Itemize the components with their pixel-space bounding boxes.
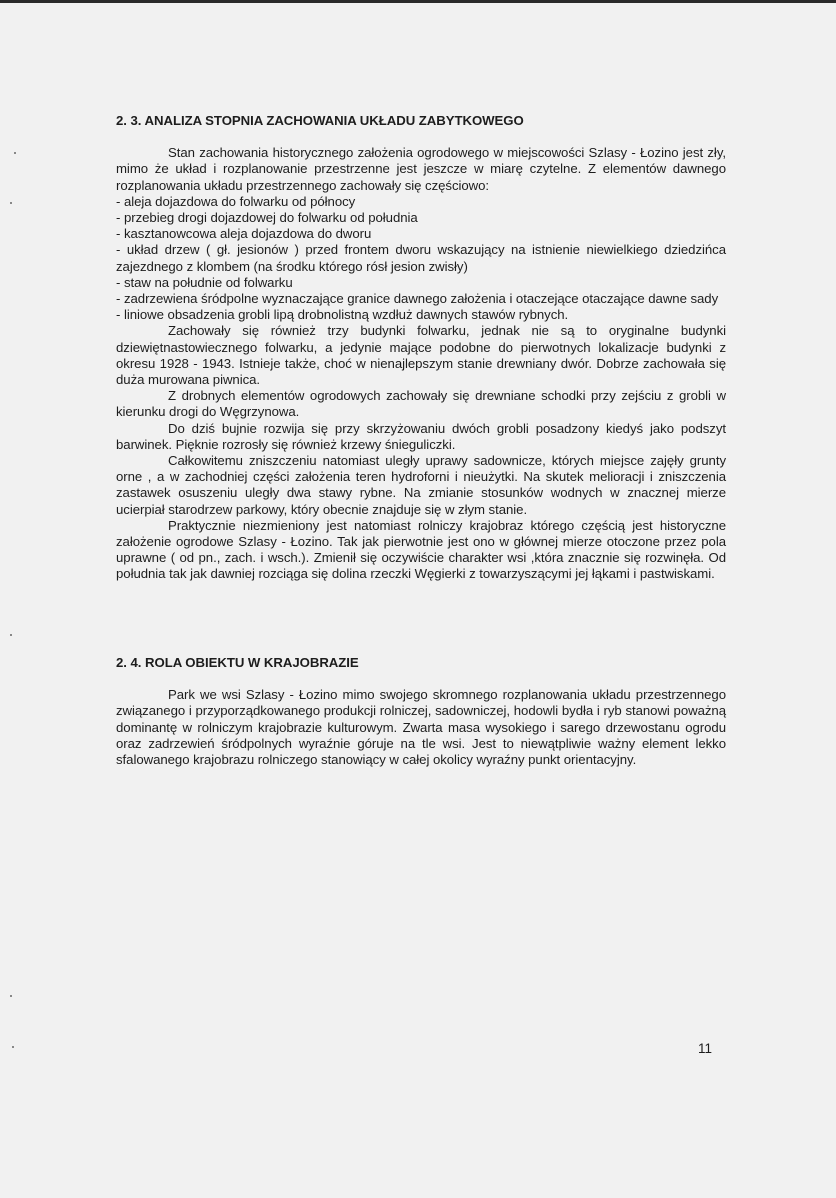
section-body	[116, 145, 726, 582]
paragraph: Praktycznie niezmieniony jest natomiast rolniczy krajobraz którego częścią jest historyczne założenie ogrodowe Szlasy - Łozino. Tak jak pierwotnie jest ono w głównej mierze otoczone przez pola uprawne ( od pn., zach. i wsch.). Zmienił się oczywiście charakter wsi ,która znacznie się rozwinęła. Od południa tak jak dawniej rozciąga się dolina rzeczki Węgierki z towarzyszącymi jej łąkami i pastwiskami.	[116, 517, 726, 582]
list-item: - zadrzewiena śródpolne wyznaczające granice dawnego założenia i otaczejące otaczające dawne sady	[116, 291, 719, 307]
list-item: - aleja dojazdowa do folwarku od północy	[116, 193, 356, 209]
paragraph: Zachowały się również trzy budynki folwarku, jednak nie są to oryginalne budynki dziewiętnastowiecznego folwarku, a jedynie mające podobne do pierwotnych lokalizacje budynki z okresu 1928 - 1943. Istnieje także, choć w nienajlepszym stanie drewniany dwór. Dobrze zachowała się duża murowana piwnica.	[116, 323, 726, 388]
section-analysis	[116, 113, 726, 583]
list-item: - przebieg drogi dojazdowej do folwarku od południa	[116, 210, 418, 226]
scan-speck	[10, 202, 12, 204]
list-item: - układ drzew ( gł. jesionów ) przed frontem dworu wskazujący na istnienie niewielkiego dziedzińca zajezdnego z klombem (na środku którego rósł jesion zwisły)	[116, 242, 726, 274]
scan-speck	[14, 152, 16, 154]
list-item: - liniowe obsadzenia grobli lipą drobnolistną wzdłuż dawnych stawów rybnych.	[116, 307, 569, 323]
section-landscape-role	[116, 655, 726, 768]
section-body	[116, 687, 726, 768]
scan-speck	[10, 995, 12, 997]
scan-top-edge	[0, 0, 836, 3]
paragraph: Całkowitemu zniszczeniu natomiast uległy uprawy sadownicze, których miejsce zajęły grunty orne , a w zachodniej części założenia teren hydroforni i nieużytki. Na skutek melioracji i zniszczenia zastawek osuszeniu uległy dwa stawy rybne. Na zmianie stosunków wodnych w znacznej mierze ucierpiał starodrzew parkowy, który obecnie znajduje się w złym stanie.	[116, 453, 726, 517]
section-heading: 2. 3. ANALIZA STOPNIA ZACHOWANIA UKŁADU ZABYTKOWEGO	[116, 113, 524, 128]
list-item: - staw na południe od folwarku	[116, 274, 293, 290]
paragraph: Park we wsi Szlasy - Łozino mimo swojego skromnego rozplanowania układu przestrzennego związanego i przyporządkowanego produkcji rolniczej, sadowniczej, hodowli bydła i ryb stanowi poważną dominantę w rolniczym krajobrazie kulturowym. Zwarta masa wysokiego i sarego drzewostanu ogrodu oraz zadrzewień śródpolnych wyraźnie góruje na tle wsi. Jest to niewątpliwie ważny element lekko sfalowanego krajobrazu rolniczego stanowiący w całej okolicy wyraźny punkt orientacyjny.	[116, 687, 726, 768]
section-heading: 2. 4. ROLA OBIEKTU W KRAJOBRAZIE	[116, 655, 359, 670]
list-item: - kasztanowcowa aleja dojazdowa do dworu	[116, 226, 372, 242]
scan-speck	[12, 1046, 14, 1048]
scan-speck	[10, 634, 12, 636]
paragraph: Stan zachowania historycznego założenia ogrodowego w miejscowości Szlasy - Łozino jest zły, mimo że układ i rozplanowanie przestrzenne jest jeszcze w miarę czytelne. Z elementów dawnego rozplanowania układu przestrzennego zachowały się częściowo:	[116, 145, 726, 193]
paragraph: Z drobnych elementów ogrodowych zachowały się drewniane schodki przy zejściu z grobli w kierunku drogi do Węgrzynowa.	[116, 388, 726, 420]
page-number: 11	[697, 1041, 712, 1056]
paragraph: Do dziś bujnie rozwija się przy skrzyżowaniu dwóch grobli posadzony kiedyś jako podszyt barwinek. Pięknie rozrosły się również krzewy śnieguliczki.	[116, 420, 726, 452]
